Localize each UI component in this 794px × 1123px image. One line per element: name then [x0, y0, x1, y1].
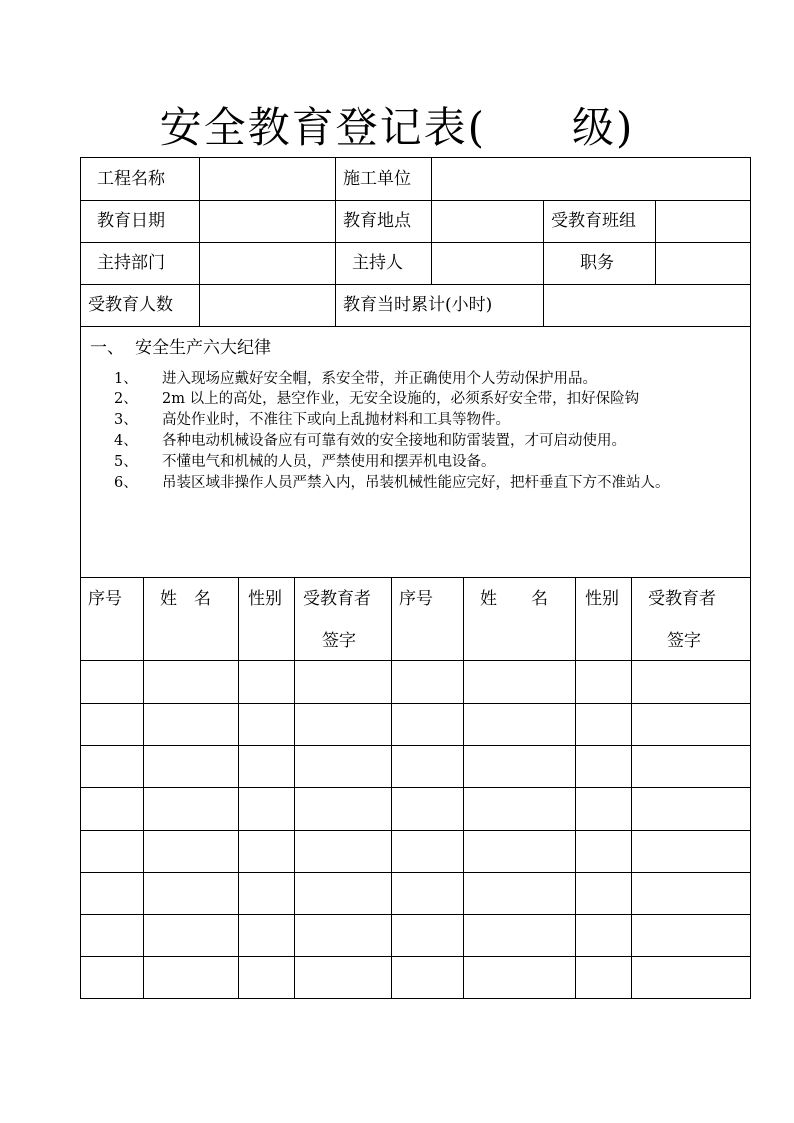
trainee-count-label: 受教育人数	[88, 295, 173, 315]
col-divider	[463, 577, 464, 999]
rule-text: 吊装区域非操作人员严禁入内，吊装机械性能应完好，把杆垂直下方不准站人。	[162, 475, 670, 491]
gender-header: 性别	[248, 589, 282, 609]
gender-header: 性别	[585, 589, 619, 609]
rules-heading-text: 安全生产六大纪律	[135, 338, 271, 358]
col-divider	[575, 577, 576, 999]
rule-item	[114, 369, 597, 389]
col-divider	[543, 200, 544, 327]
rule-item	[114, 410, 510, 430]
rule-text: 各种电动机械设备应有可靠有效的安全接地和防雷装置，才可启动使用。	[162, 433, 626, 449]
name-header: 姓 名	[480, 589, 548, 609]
title-level-text: 级)	[572, 103, 635, 152]
col-divider	[631, 577, 632, 999]
host-department-label: 主持部门	[97, 253, 165, 273]
rule-item	[114, 431, 626, 451]
border-top	[80, 157, 751, 158]
row-divider	[80, 326, 751, 327]
rule-text: 2m 以上的高处，悬空作业，无安全设施的，必须系好安全带，扣好保险钩	[162, 391, 640, 407]
col-divider	[431, 157, 432, 285]
col-divider	[391, 577, 392, 999]
border-bottom	[80, 998, 751, 999]
row-divider	[80, 200, 751, 201]
rule-number: 4、	[114, 433, 138, 449]
col-divider	[238, 577, 239, 999]
rule-item	[114, 389, 639, 409]
col-divider	[294, 577, 295, 999]
rule-number: 2、	[114, 391, 138, 407]
row-divider	[80, 284, 751, 285]
col-divider	[199, 157, 200, 327]
construction-unit-label: 施工单位	[343, 169, 411, 189]
col-divider	[143, 577, 144, 999]
rules-heading-number: 一、	[90, 338, 124, 358]
row-divider	[80, 660, 751, 661]
education-team-label: 受教育班组	[551, 211, 636, 231]
rule-text: 高处作业时，不准往下或向上乱抛材料和工具等物件。	[162, 412, 510, 428]
rule-number: 1、	[114, 371, 138, 387]
col-divider	[335, 157, 336, 327]
signature-header-line2: 签字	[322, 631, 356, 651]
project-name-label: 工程名称	[97, 169, 165, 189]
signature-header: 受教育者	[648, 589, 716, 609]
row-divider	[80, 956, 751, 957]
position-label: 职务	[580, 253, 614, 273]
rule-number: 5、	[114, 454, 138, 470]
education-location-label: 教育地点	[343, 211, 411, 231]
registration-form	[80, 157, 751, 999]
signature-header: 受教育者	[303, 589, 371, 609]
rule-item	[114, 473, 670, 493]
host-label: 主持人	[352, 253, 403, 273]
title-text: 安全教育登记表(	[159, 103, 486, 152]
row-divider	[80, 242, 751, 243]
rules-heading	[90, 337, 271, 359]
name-header: 姓 名	[160, 589, 211, 609]
row-divider	[80, 830, 751, 831]
accumulated-hours-label: 教育当时累计(小时)	[343, 295, 493, 315]
row-divider	[80, 872, 751, 873]
rule-number: 3、	[114, 412, 138, 428]
rule-number: 6、	[114, 475, 138, 491]
document-title	[0, 98, 794, 158]
row-divider	[80, 745, 751, 746]
seq-header: 序号	[88, 589, 122, 609]
col-divider	[655, 200, 656, 285]
row-divider	[80, 703, 751, 704]
row-divider	[80, 914, 751, 915]
rule-text: 不懂电气和机械的人员，严禁使用和摆弄机电设备。	[162, 454, 496, 470]
rule-item	[114, 452, 496, 472]
signature-header-line2: 签字	[667, 631, 701, 651]
row-divider	[80, 787, 751, 788]
seq-header: 序号	[399, 589, 433, 609]
row-divider	[80, 577, 751, 578]
education-date-label: 教育日期	[97, 211, 165, 231]
rule-text: 进入现场应戴好安全帽，系安全带，并正确使用个人劳动保护用品。	[162, 371, 597, 387]
